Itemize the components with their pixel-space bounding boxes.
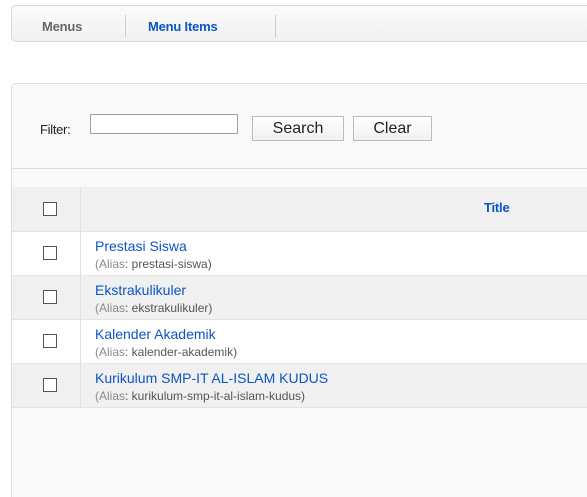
alias-label: (Alias [95, 344, 126, 359]
header-check-cell [12, 187, 81, 231]
alias-label: (Alias [95, 300, 126, 315]
table-row [12, 231, 587, 275]
column-header-title[interactable]: Title [484, 200, 510, 215]
table-row [12, 275, 587, 319]
table-row [12, 319, 587, 363]
tab-separator [125, 15, 126, 37]
alias-label: (Alias [95, 388, 126, 403]
filter-label: Filter: [40, 122, 71, 137]
item-alias [95, 389, 305, 403]
items-panel [11, 83, 587, 497]
table-header-row [12, 187, 587, 231]
alias-value: : ekstrakulikuler) [125, 300, 213, 315]
row-check-cell [12, 319, 81, 363]
row-check-cell [12, 363, 81, 407]
row-checkbox[interactable] [43, 246, 57, 260]
alias-label: (Alias [95, 256, 126, 271]
row-checkbox[interactable] [43, 290, 57, 304]
header-title-cell [81, 187, 587, 231]
alias-value: : kalender-akademik) [125, 344, 238, 359]
item-title-link[interactable]: Ekstrakulikuler [95, 281, 187, 298]
row-title-cell [81, 363, 587, 407]
tab-separator [275, 15, 276, 37]
tab-menu-items[interactable]: Menu Items [148, 19, 218, 34]
row-checkbox[interactable] [43, 378, 57, 392]
item-title-link[interactable]: Kurikulum SMP-IT AL-ISLAM KUDUS [95, 369, 329, 386]
filter-input[interactable] [90, 114, 238, 134]
row-title-cell [81, 231, 587, 275]
menu-items-table [12, 187, 587, 408]
item-alias [95, 257, 212, 271]
item-title-link[interactable]: Kalender Akademik [95, 325, 216, 342]
filter-divider [12, 168, 587, 169]
row-title-cell [81, 275, 587, 319]
row-check-cell [12, 275, 81, 319]
row-checkbox[interactable] [43, 334, 57, 348]
table-row [12, 363, 587, 407]
alias-value: : kurikulum-smp-it-al-islam-kudus) [125, 388, 306, 403]
item-title-link[interactable]: Prestasi Siswa [95, 237, 187, 254]
search-button[interactable]: Search [252, 116, 344, 141]
submenu-tabs [11, 5, 587, 42]
select-all-checkbox[interactable] [43, 202, 57, 216]
item-alias [95, 345, 237, 359]
tab-menus[interactable]: Menus [42, 19, 83, 34]
row-title-cell [81, 319, 587, 363]
clear-button[interactable]: Clear [353, 116, 432, 141]
row-check-cell [12, 231, 81, 275]
item-alias [95, 301, 212, 315]
alias-value: : prestasi-siswa) [125, 256, 212, 271]
